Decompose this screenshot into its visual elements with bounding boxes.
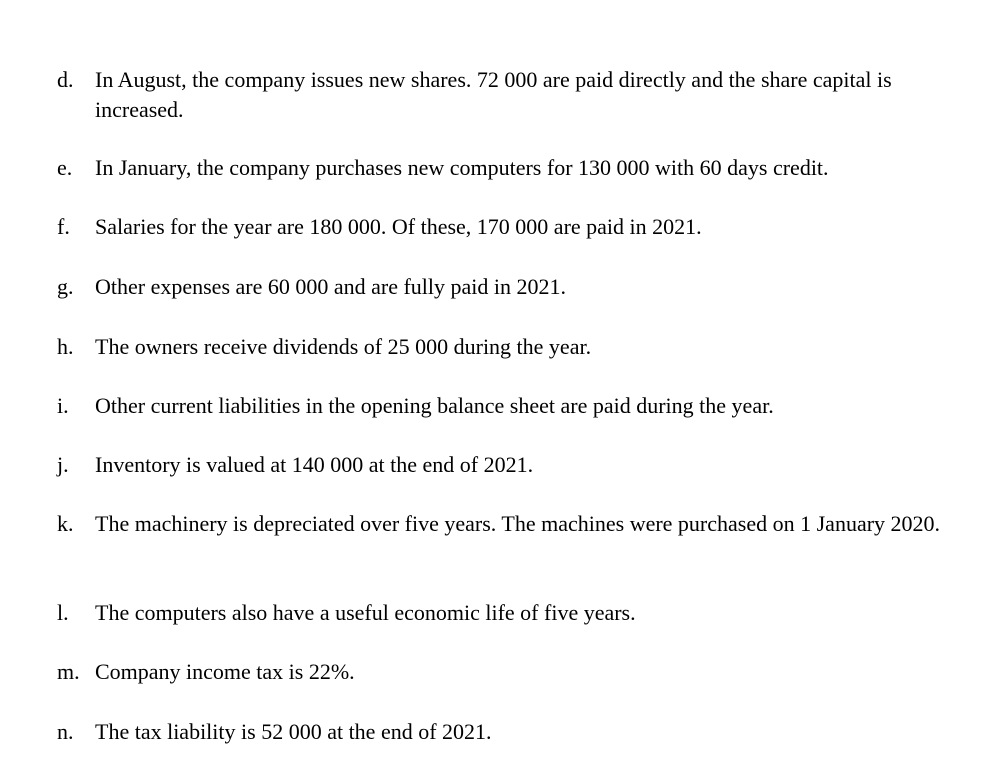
list-item-text: Company income tax is 22%. — [95, 659, 355, 684]
list-marker: d. — [57, 67, 74, 92]
list-marker: f. — [57, 214, 70, 239]
list-marker: m. — [57, 659, 80, 684]
list-marker: i. — [57, 393, 69, 418]
list-item-text: Other current liabilities in the opening balance sheet are paid during the year. — [95, 393, 774, 418]
list-marker: n. — [57, 719, 74, 744]
list-item-e — [57, 153, 962, 183]
list-item-text: Salaries for the year are 180 000. Of these, 170 000 are paid in 2021. — [95, 214, 702, 239]
list-item-l — [57, 598, 962, 628]
list-item-g — [57, 272, 962, 302]
list-marker: l. — [57, 600, 69, 625]
list-marker: e. — [57, 155, 73, 180]
list-item-k — [57, 509, 962, 539]
list-item-text: The tax liability is 52 000 at the end of 2021. — [95, 719, 492, 744]
list-marker: h. — [57, 334, 74, 359]
list-item-j — [57, 450, 962, 480]
list-marker: g. — [57, 274, 74, 299]
list-item-text: The machinery is depreciated over five years. The machines were purchased on 1 January 2020. — [95, 511, 941, 536]
list-item-text: The computers also have a useful economic life of five years. — [95, 600, 636, 625]
list-item-text: The owners receive dividends of 25 000 during the year. — [95, 334, 592, 359]
list-item-text: Inventory is valued at 140 000 at the end of 2021. — [95, 452, 534, 477]
list-item-f — [57, 212, 962, 242]
list-item-i — [57, 391, 962, 421]
list-marker: k. — [57, 511, 74, 536]
list-item-text: In August, the company issues new shares. 72 000 are paid directly and the share capital is increased. — [95, 67, 892, 122]
list-item-d — [57, 65, 962, 125]
list-item-n — [57, 717, 962, 747]
list-marker: j. — [57, 452, 69, 477]
list-item-h — [57, 332, 962, 362]
list-item-text: In January, the company purchases new computers for 130 000 with 60 days credit. — [95, 155, 829, 180]
list-item-m — [57, 657, 962, 687]
list-item-text: Other expenses are 60 000 and are fully paid in 2021. — [95, 274, 567, 299]
